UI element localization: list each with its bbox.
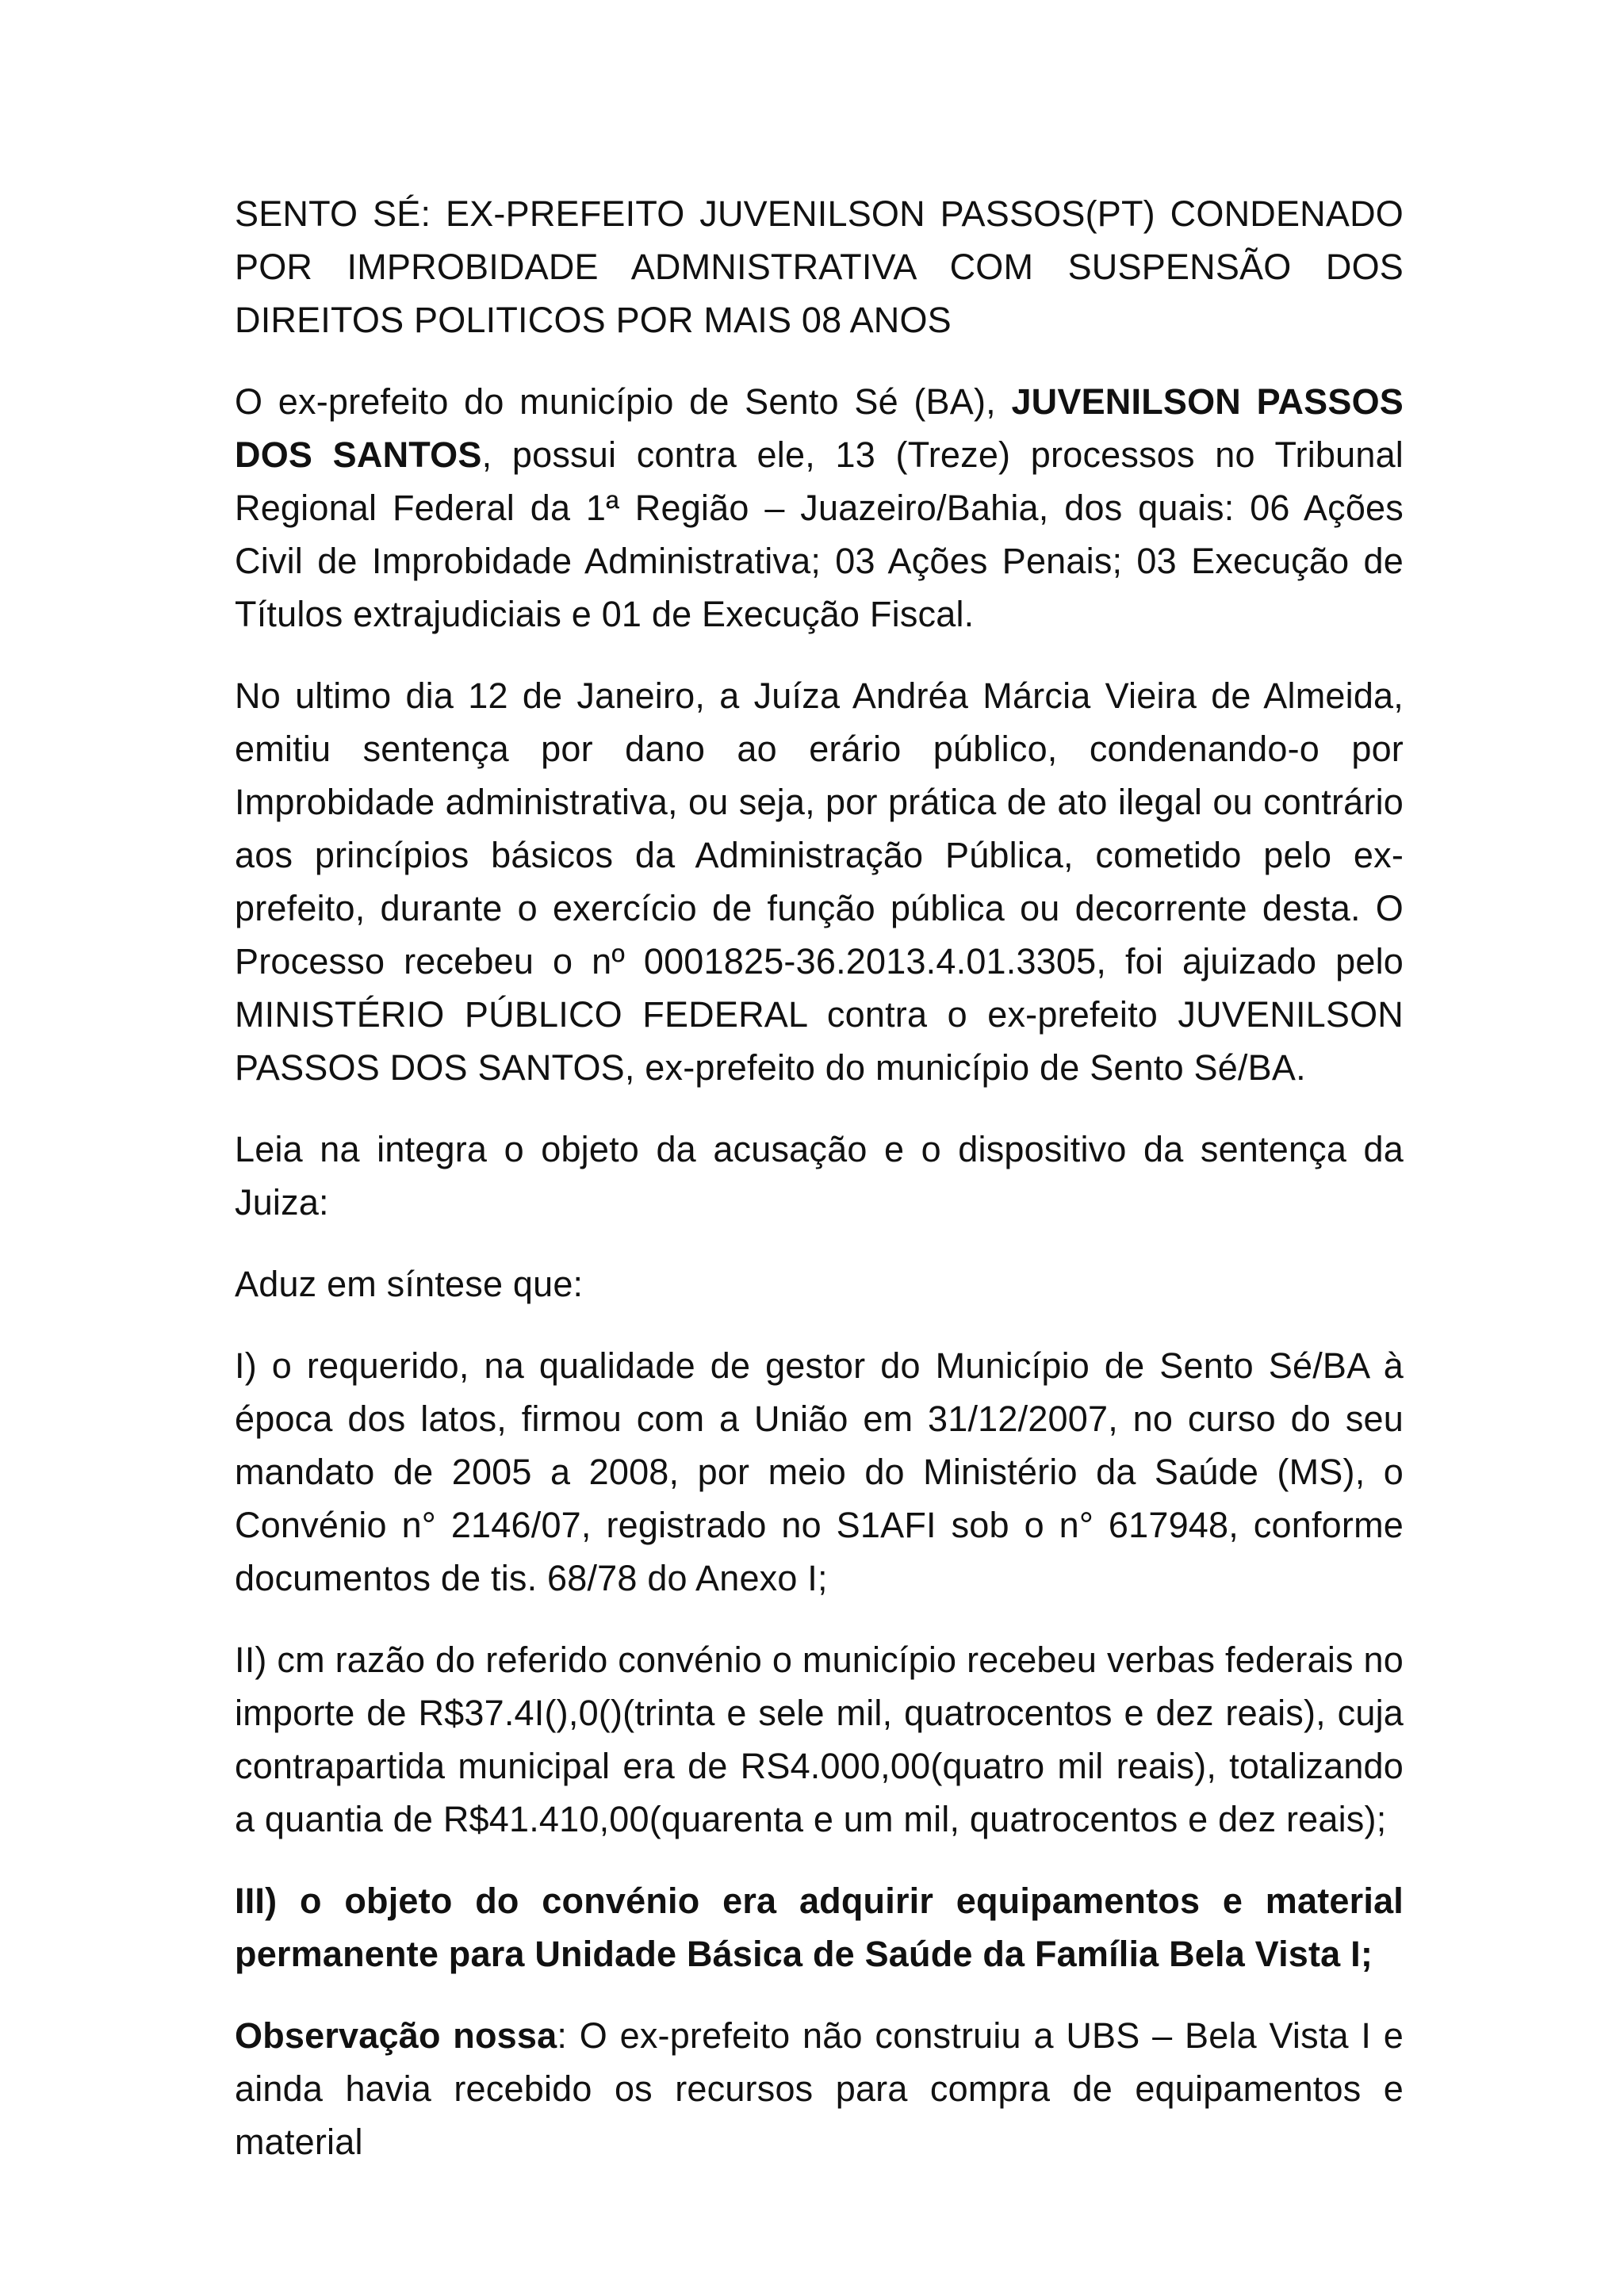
intro-text-end: , possui contra ele, 13 (Treze) processos no Tribunal Regional Federal da 1ª Região – Juazeiro/Bahia, dos quais: 06 Ações Civil de Improbidade Administrativa; 03 Ações Penais; 03 Execução de Títulos extrajudiciais e 01 de Execução Fiscal. xyxy=(235,434,1404,634)
headline: SENTO SÉ: EX-PREFEITO JUVENILSON PASSOS(PT) CONDENADO POR IMPROBIDADE ADMNISTRATIVA COM SUSPENSÃO DOS DIREITOS POLITICOS POR MAIS 08 ANOS xyxy=(235,193,1404,340)
editor-note-text: : O ex-prefeito não construiu a UBS – Bela Vista I e ainda havia recebido os recursos para compra de equipamentos e material xyxy=(235,2015,1404,2162)
document-body xyxy=(235,187,1404,2168)
list-item-3-number: III) xyxy=(235,1881,300,1921)
paragraph-read-more: Leia na integra o objeto da acusação e o dispositivo da sentença da Juiza: xyxy=(235,1129,1404,1223)
editor-note xyxy=(235,2009,1404,2168)
editor-note-label: Observação nossa xyxy=(235,2015,557,2056)
intro-text-start: O ex-prefeito do município de Sento Sé (BA), xyxy=(235,381,1012,422)
paragraph-intro xyxy=(235,375,1404,641)
paragraph-summary-lead: Aduz em síntese que: xyxy=(235,1264,584,1304)
list-item-2: II) cm razão do referido convénio o município recebeu verbas federais no importe de R$37.4I(),0()(trinta e sele mil, quatrocentos e dez reais), cuja contrapartida municipal era de RS4.000,00(quatro mil reais), totalizando a quantia de R$41.410,00(quarenta e um mil, quatrocentos e dez reais); xyxy=(235,1640,1404,1839)
list-item-3-text: o objeto do convénio era adquirir equipamentos e material permanente para Unidade Básica de Saúde da Família Bela Vista I; xyxy=(235,1881,1404,1974)
defendant-name: JUVENILSON PASSOS DOS SANTOS xyxy=(235,381,1404,475)
list-item-1: I) o requerido, na qualidade de gestor do Município de Sento Sé/BA à época dos latos, firmou com a União em 31/12/2007, no curso do seu mandato de 2005 a 2008, por meio do Ministério da Saúde (MS), o Convénio n° 2146/07, registrado no S1AFI sob o n° 617948, conforme documentos de tis. 68/78 do Anexo I; xyxy=(235,1345,1404,1598)
paragraph-sentence: No ultimo dia 12 de Janeiro, a Juíza Andréa Márcia Vieira de Almeida, emitiu sentença por dano ao erário público, condenando-o por Improbidade administrativa, ou seja, por prática de ato ilegal ou contrário aos princípios básicos da Administração Pública, cometido pelo ex-prefeito, durante o exercício de função pública ou decorrente desta. O Processo recebeu o nº 0001825-36.2013.4.01.3305, foi ajuizado pelo MINISTÉRIO PÚBLICO FEDERAL contra o ex-prefeito JUVENILSON PASSOS DOS SANTOS, ex-prefeito do município de Sento Sé/BA. xyxy=(235,675,1404,1088)
list-item-3 xyxy=(235,1874,1404,1980)
